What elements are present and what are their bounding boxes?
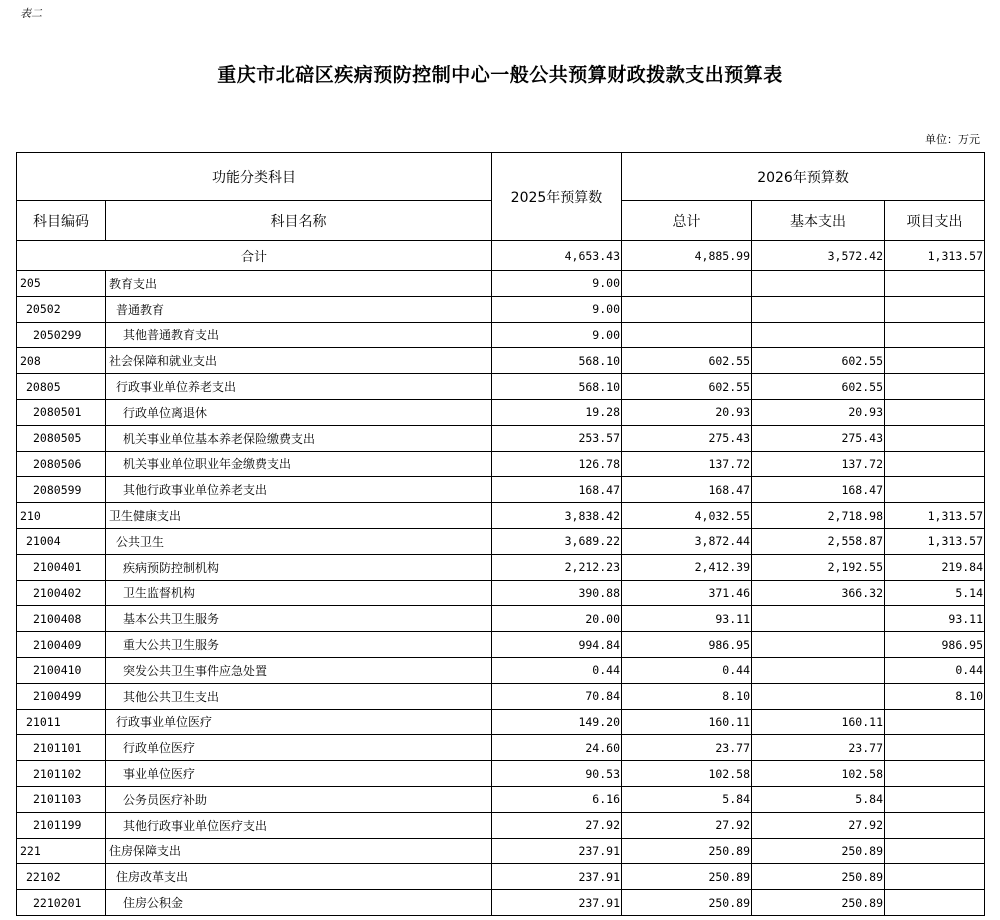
table-row (17, 374, 985, 400)
row-b2025: 90.53 (492, 761, 622, 787)
row-total: 8.10 (622, 683, 752, 709)
table-row (17, 606, 985, 632)
row-code: 2050299 (17, 322, 106, 348)
row-project: 1,313.57 (885, 528, 985, 554)
header-budget-2026: 2026年预算数 (622, 153, 985, 201)
table-row (17, 657, 985, 683)
row-b2025: 9.00 (492, 322, 622, 348)
row-total: 3,872.44 (622, 528, 752, 554)
table-row (17, 271, 985, 297)
row-basic (752, 606, 885, 632)
row-b2025: 3,689.22 (492, 528, 622, 554)
row-code: 208 (17, 348, 106, 374)
header-row-1 (17, 153, 985, 201)
row-project (885, 374, 985, 400)
table-row (17, 890, 985, 916)
row-name: 住房公积金 (106, 890, 492, 916)
row-basic: 137.72 (752, 451, 885, 477)
row-code: 21004 (17, 528, 106, 554)
table-row (17, 477, 985, 503)
row-basic: 23.77 (752, 735, 885, 761)
row-project (885, 786, 985, 812)
row-name: 机关事业单位基本养老保险缴费支出 (106, 425, 492, 451)
row-project: 219.84 (885, 554, 985, 580)
row-basic: 5.84 (752, 786, 885, 812)
row-total: 102.58 (622, 761, 752, 787)
row-project: 8.10 (885, 683, 985, 709)
header-code: 科目编码 (17, 201, 106, 241)
row-total: 0.44 (622, 657, 752, 683)
row-total: 250.89 (622, 890, 752, 916)
row-project (885, 477, 985, 503)
header-budget-2025: 2025年预算数 (492, 153, 622, 241)
total-row (17, 241, 985, 271)
row-total: 137.72 (622, 451, 752, 477)
row-project: 986.95 (885, 632, 985, 658)
row-code: 205 (17, 271, 106, 297)
row-code: 2101103 (17, 786, 106, 812)
row-total: 986.95 (622, 632, 752, 658)
table-row (17, 761, 985, 787)
table-row (17, 683, 985, 709)
row-code: 21011 (17, 709, 106, 735)
row-total (622, 296, 752, 322)
row-total: 5.84 (622, 786, 752, 812)
header-basic: 基本支出 (752, 201, 885, 241)
table-row (17, 709, 985, 735)
header-project: 项目支出 (885, 201, 985, 241)
row-b2025: 126.78 (492, 451, 622, 477)
row-name: 公共卫生 (106, 528, 492, 554)
row-basic: 275.43 (752, 425, 885, 451)
row-name: 机关事业单位职业年金缴费支出 (106, 451, 492, 477)
row-project: 93.11 (885, 606, 985, 632)
row-b2025: 253.57 (492, 425, 622, 451)
row-project (885, 709, 985, 735)
row-total: 250.89 (622, 864, 752, 890)
row-project (885, 451, 985, 477)
row-basic: 20.93 (752, 399, 885, 425)
row-total: 371.46 (622, 580, 752, 606)
row-name: 其他公共卫生支出 (106, 683, 492, 709)
row-basic: 160.11 (752, 709, 885, 735)
row-total: 250.89 (622, 838, 752, 864)
table-row (17, 296, 985, 322)
row-project (885, 761, 985, 787)
row-b2025: 20.00 (492, 606, 622, 632)
total-total: 4,885.99 (622, 241, 752, 271)
row-code: 20805 (17, 374, 106, 400)
row-total: 23.77 (622, 735, 752, 761)
row-project (885, 271, 985, 297)
unit-label: 单位：万元 (925, 133, 980, 146)
row-b2025: 237.91 (492, 890, 622, 916)
row-project (885, 812, 985, 838)
row-name: 事业单位医疗 (106, 761, 492, 787)
row-basic (752, 657, 885, 683)
table-row (17, 838, 985, 864)
header-function-class: 功能分类科目 (17, 153, 492, 201)
total-basic: 3,572.42 (752, 241, 885, 271)
row-basic: 602.55 (752, 348, 885, 374)
row-code: 22102 (17, 864, 106, 890)
row-project (885, 735, 985, 761)
row-name: 住房改革支出 (106, 864, 492, 890)
row-b2025: 237.91 (492, 838, 622, 864)
row-code: 210 (17, 503, 106, 529)
row-code: 2100402 (17, 580, 106, 606)
row-b2025: 2,212.23 (492, 554, 622, 580)
row-b2025: 9.00 (492, 271, 622, 297)
row-basic: 366.32 (752, 580, 885, 606)
row-basic (752, 271, 885, 297)
row-name: 行政事业单位养老支出 (106, 374, 492, 400)
row-b2025: 3,838.42 (492, 503, 622, 529)
row-b2025: 568.10 (492, 348, 622, 374)
row-basic: 2,558.87 (752, 528, 885, 554)
row-total: 168.47 (622, 477, 752, 503)
row-name: 其他行政事业单位医疗支出 (106, 812, 492, 838)
row-total (622, 322, 752, 348)
row-project (885, 296, 985, 322)
table-row (17, 425, 985, 451)
row-code: 2100409 (17, 632, 106, 658)
row-project (885, 425, 985, 451)
row-total: 27.92 (622, 812, 752, 838)
row-code: 2100410 (17, 657, 106, 683)
row-basic (752, 632, 885, 658)
row-total: 602.55 (622, 348, 752, 374)
row-basic: 250.89 (752, 890, 885, 916)
row-name: 公务员医疗补助 (106, 786, 492, 812)
row-code: 2210201 (17, 890, 106, 916)
row-project: 5.14 (885, 580, 985, 606)
row-basic (752, 322, 885, 348)
row-name: 疾病预防控制机构 (106, 554, 492, 580)
table-row (17, 632, 985, 658)
row-name: 卫生监督机构 (106, 580, 492, 606)
row-project (885, 348, 985, 374)
row-b2025: 994.84 (492, 632, 622, 658)
row-name: 普通教育 (106, 296, 492, 322)
row-b2025: 149.20 (492, 709, 622, 735)
budget-table (16, 152, 985, 916)
row-basic: 168.47 (752, 477, 885, 503)
row-name: 行政单位离退休 (106, 399, 492, 425)
row-total: 275.43 (622, 425, 752, 451)
row-basic: 2,718.98 (752, 503, 885, 529)
row-name: 其他普通教育支出 (106, 322, 492, 348)
row-total: 602.55 (622, 374, 752, 400)
row-name: 行政单位医疗 (106, 735, 492, 761)
table-row (17, 451, 985, 477)
row-name: 其他行政事业单位养老支出 (106, 477, 492, 503)
row-project (885, 322, 985, 348)
row-b2025: 568.10 (492, 374, 622, 400)
row-code: 2101199 (17, 812, 106, 838)
row-total: 160.11 (622, 709, 752, 735)
row-name: 卫生健康支出 (106, 503, 492, 529)
row-code: 2080599 (17, 477, 106, 503)
row-basic: 250.89 (752, 838, 885, 864)
row-code: 2080505 (17, 425, 106, 451)
row-basic: 250.89 (752, 864, 885, 890)
row-name: 教育支出 (106, 271, 492, 297)
row-b2025: 0.44 (492, 657, 622, 683)
table-row (17, 580, 985, 606)
total-project: 1,313.57 (885, 241, 985, 271)
row-project (885, 838, 985, 864)
header-name: 科目名称 (106, 201, 492, 241)
row-project: 1,313.57 (885, 503, 985, 529)
total-b2025: 4,653.43 (492, 241, 622, 271)
table-row (17, 786, 985, 812)
row-code: 2100408 (17, 606, 106, 632)
row-basic (752, 296, 885, 322)
row-code: 2100499 (17, 683, 106, 709)
row-code: 2101101 (17, 735, 106, 761)
row-project (885, 399, 985, 425)
row-code: 2080501 (17, 399, 106, 425)
table-row (17, 322, 985, 348)
row-b2025: 9.00 (492, 296, 622, 322)
row-code: 221 (17, 838, 106, 864)
row-code: 2080506 (17, 451, 106, 477)
row-project: 0.44 (885, 657, 985, 683)
row-name: 重大公共卫生服务 (106, 632, 492, 658)
row-total: 20.93 (622, 399, 752, 425)
row-basic: 2,192.55 (752, 554, 885, 580)
row-name: 社会保障和就业支出 (106, 348, 492, 374)
row-total (622, 271, 752, 297)
row-name: 行政事业单位医疗 (106, 709, 492, 735)
row-project (885, 864, 985, 890)
row-b2025: 27.92 (492, 812, 622, 838)
total-label: 合计 (17, 241, 492, 271)
row-code: 2100401 (17, 554, 106, 580)
row-code: 20502 (17, 296, 106, 322)
table-row (17, 812, 985, 838)
row-b2025: 390.88 (492, 580, 622, 606)
row-b2025: 6.16 (492, 786, 622, 812)
document-title: 重庆市北碚区疾病预防控制中心一般公共预算财政拨款支出预算表 (217, 64, 783, 86)
row-total: 2,412.39 (622, 554, 752, 580)
row-basic: 102.58 (752, 761, 885, 787)
row-basic: 27.92 (752, 812, 885, 838)
row-basic (752, 683, 885, 709)
row-name: 住房保障支出 (106, 838, 492, 864)
table-row (17, 348, 985, 374)
row-b2025: 237.91 (492, 864, 622, 890)
row-project (885, 890, 985, 916)
row-b2025: 70.84 (492, 683, 622, 709)
row-name: 基本公共卫生服务 (106, 606, 492, 632)
row-b2025: 19.28 (492, 399, 622, 425)
row-code: 2101102 (17, 761, 106, 787)
table-row (17, 554, 985, 580)
row-basic: 602.55 (752, 374, 885, 400)
table-number: 表二 (20, 7, 42, 20)
table-row (17, 735, 985, 761)
row-b2025: 168.47 (492, 477, 622, 503)
row-total: 4,032.55 (622, 503, 752, 529)
table-row (17, 503, 985, 529)
row-name: 突发公共卫生事件应急处置 (106, 657, 492, 683)
row-total: 93.11 (622, 606, 752, 632)
header-total: 总计 (622, 201, 752, 241)
row-b2025: 24.60 (492, 735, 622, 761)
table-row (17, 864, 985, 890)
table-row (17, 528, 985, 554)
table-row (17, 399, 985, 425)
